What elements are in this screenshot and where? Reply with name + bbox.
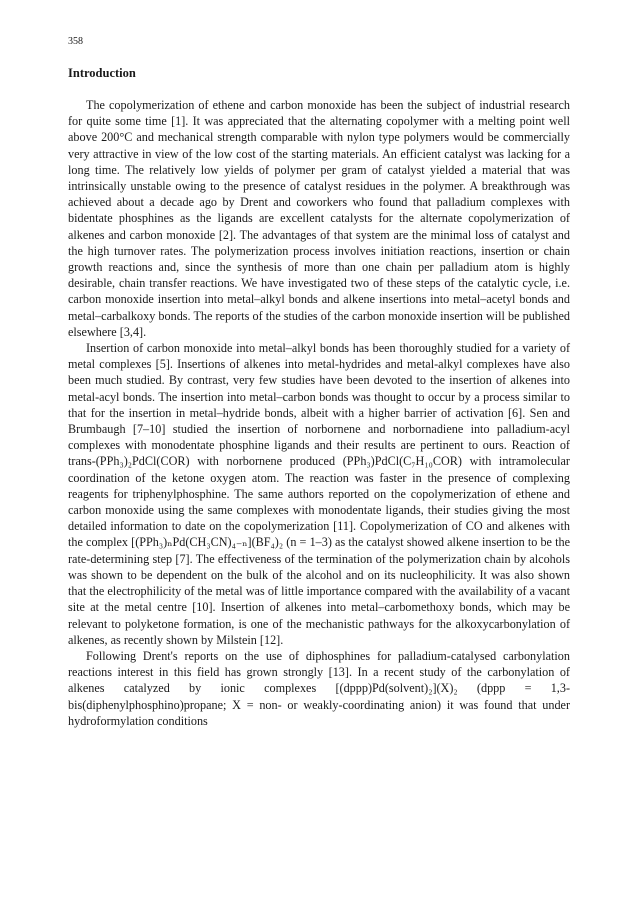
body-paragraph: Insertion of carbon monoxide into metal–alkyl bonds has been thoroughly studied for a variety of metal complexes [5]. Insertions of alkenes into metal-hydrides and metal-alkyl complexes have also been much studied. By contrast, very few studies have been devoted to the insertion of alkenes into metal-acyl bonds. The insertion into metal–carbon bonds was thought to occur by a process similar to that for the insertion in metal–hydride bonds, albeit with a higher barrier of activation [6]. Sen and Brumbaugh [7–10] studied the insertion of norbornene and norbornadiene into palladium-acyl complexes with monodentate phosphine ligands and their results are pertinent to ours. Reaction of trans-(PPh₃)₂PdCl(COR) with norbornene produced (PPh₃)PdCl(C₇H₁₀COR) with intramolecular coordination of the ketone oxygen atom. The reaction was faster in the presence of complexing reagents for triphenylphosphine. The same authors reported on the copolymerization of ethene and carbon monoxide using the same complexes with monodentate ligands, their studies giving the most detailed information to date on the copolymerization [11]. Copolymerization of CO and alkenes with the complex [(PPh₃)ₙPd(CH₃CN)₄₋ₙ](BF₄)₂ (n = 1–3) as the catalyst showed alkene insertion to be the rate-determining step [7]. The effectiveness of the termination of the polymerization chain by alcohols was shown to be dependent on the bulk of the alcohol and on its nucleophilicity. It was also shown that the electrophilicity of the metal was of little importance compared with the availability of a vacant site at the metal centre [10]. Insertion of alkenes into metal–carbomethoxy bonds, which may be relevant to polyketone formation, is one of the mechanistic pathways for the alkoxycarbonylation of alkenes, as recently shown by Milstein [12]. (68, 341, 570, 647)
body-paragraph: Following Drent's reports on the use of diphosphines for palladium-catalysed carbonylation reactions interest in this field has grown strongly [13]. In a recent study of the carbonylation of alkenes catalyzed by ionic complexes [(dppp)Pd(solvent)₂](X)₂ (dppp = 1,3-bis(diphenylphosphino)propane; X = non- or weakly-coordinating anion) it was found that under hydroformylation conditions (68, 648, 570, 728)
section-title: Introduction (68, 66, 136, 80)
body-paragraph: The copolymerization of ethene and carbon monoxide has been the subject of industrial research for quite some time [1]. It was appreciated that the alternating copolymer with a melting point well above 200°C and mechanical strength comparable with nylon type polymers would be commercially very attractive in view of the low cost of the starting materials. An efficient catalyst was lacking for a long time. The relatively low yields of polymer per gram of catalyst yielded a material that was intrinsically unstable owing to the presence of catalyst residues in the polymer. A breakthrough was achieved about a decade ago by Drent and coworkers who found that palladium complexes with bidentate phosphines as the ligands are excellent catalysts for the alternate copolymerization of alkenes and carbon monoxide [2]. The advantages of that system are the minimal loss of catalyst and the high turnover rates. The polymerization process involves initiation reactions, insertion or chain growth reactions and, since the synthesis of more than one chain per palladium atom is highly desirable, chain transfer reactions. We have investigated two of these steps of the catalytic cycle, i.e. carbon monoxide insertion into metal–alkyl bonds and alkene insertions into metal–acetyl bonds and metal–carbalkoxy bonds. The reports of the studies of the carbon monoxide insertion will be published elsewhere [3,4]. (68, 98, 570, 339)
page-number: 358 (68, 36, 83, 47)
document-page (68, 36, 570, 729)
